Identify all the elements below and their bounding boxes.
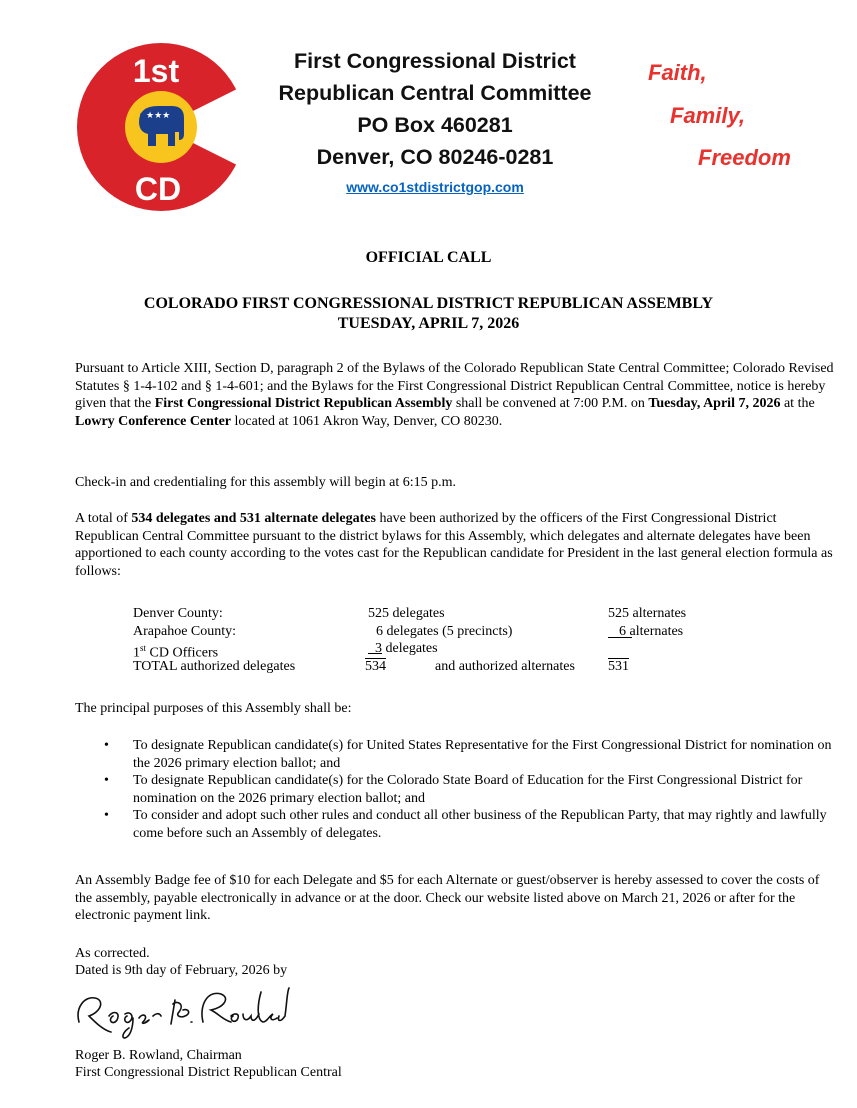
signer-name: Roger B. Rowland, Chairman <box>75 1048 242 1063</box>
assembly-title: COLORADO FIRST CONGRESSIONAL DISTRICT REPUBLICAN ASSEMBLY <box>143 295 714 312</box>
corrected-note: As corrected. <box>75 946 150 961</box>
svg-text:★★★: ★★★ <box>146 111 171 121</box>
county-label: Denver County: <box>133 606 223 621</box>
slogan-family: Family, <box>670 103 745 128</box>
delegate-count: 6 delegates (5 precincts) <box>376 623 513 639</box>
letterhead <box>245 45 625 198</box>
slogan-faith: Faith, <box>648 60 707 85</box>
officers-label: 1st CD Officers <box>133 643 219 661</box>
total-delegates: 534 <box>365 658 386 674</box>
alternate-count: 525 alternates <box>608 606 687 621</box>
alternate-count: 6 alternates <box>619 623 684 639</box>
slogan-freedom: Freedom <box>698 145 791 170</box>
total-label: TOTAL authorized delegates <box>133 658 296 674</box>
purposes-list <box>104 737 843 842</box>
list-item: • To designate Republican candidate(s) for the Colorado State Board of Education for the First Congressional District for nomination on the 2026 primary election ballot; and <box>104 773 803 806</box>
delegate-count: 525 delegates <box>368 606 445 621</box>
purposes-intro: The principal purposes of this Assembly shall be: <box>75 701 352 716</box>
total-alternates: 531 <box>608 658 629 674</box>
fee-paragraph: An Assembly Badge fee of $10 for each Delegate and $5 for each Alternate or guest/observer is hereby assessed to cover the costs of the assembly, payable electronically in advance or at the door. Check our website listed above on March 21, 2026 or after for the electronic payment link. <box>75 873 820 923</box>
delegates-paragraph: A total of 534 delegates and 531 alternate delegates have been authorized by the officers of the First Congressional District Republican Central Committee pursuant to the district bylaws for this Assembly, which delegates and alternate delegates have been apportioned to each county according to the votes cast for the Republican candidate for President in the last general election formula as follows: <box>75 511 833 579</box>
org-name-line1: First Congressional District <box>294 49 576 73</box>
org-city-zip: Denver, CO 80246-0281 <box>316 145 554 169</box>
list-item: • To designate Republican candidate(s) for United States Representative for the First Congressional District for nomination on the 2026 primary election ballot; and <box>104 738 832 771</box>
org-name-line2: Republican Central Committee <box>278 81 592 105</box>
alternate-blank-line <box>608 637 632 638</box>
list-item: • To consider and adopt such other rules and conduct all other business of the Republican Party, that may rightly and lawfully come before such an Assembly of delegates. <box>104 808 827 841</box>
bullet-icon: • <box>104 808 109 823</box>
delegate-count: 3 delegates <box>375 641 438 656</box>
checkin-paragraph: Check-in and credentialing for this assembly will begin at 6:15 p.m. <box>75 475 457 490</box>
assembly-date: TUESDAY, APRIL 7, 2026 <box>337 315 520 332</box>
org-po-box: PO Box 460281 <box>357 113 513 137</box>
signature-image <box>73 982 293 1044</box>
intro-paragraph: Pursuant to Article XIII, Section D, paragraph 2 of the Bylaws of the Colorado Republican State Central Committee; Colorado Revised Statutes § 1-4-102 and § 1-4-601; and the Bylaws for the First Congressional District Republican Central Committee, notice is hereby given that the First Congressional District Republican Assembly shall be convened at 7:00 P.M. on Tuesday, April 7, 2026 at the Lowry Conference Center located at 1061 Akron Way, Denver, CO 80230. <box>75 361 834 429</box>
logo-top-text: 1st <box>132 53 180 89</box>
logo-bottom-text: CD <box>134 171 182 207</box>
signer-organization: First Congressional District Republican Central <box>75 1065 342 1080</box>
bullet-icon: • <box>104 773 109 788</box>
bullet-icon: • <box>104 738 109 753</box>
total-alternates-label: and authorized alternates <box>435 658 575 674</box>
county-label: Arapahoe County: <box>133 623 237 639</box>
website-link[interactable]: www.co1stdistrictgop.com <box>346 179 524 195</box>
document-title: OFFICIAL CALL <box>365 249 492 266</box>
dated-line: Dated is 9th day of February, 2026 by <box>75 963 288 978</box>
district-logo <box>76 42 246 212</box>
